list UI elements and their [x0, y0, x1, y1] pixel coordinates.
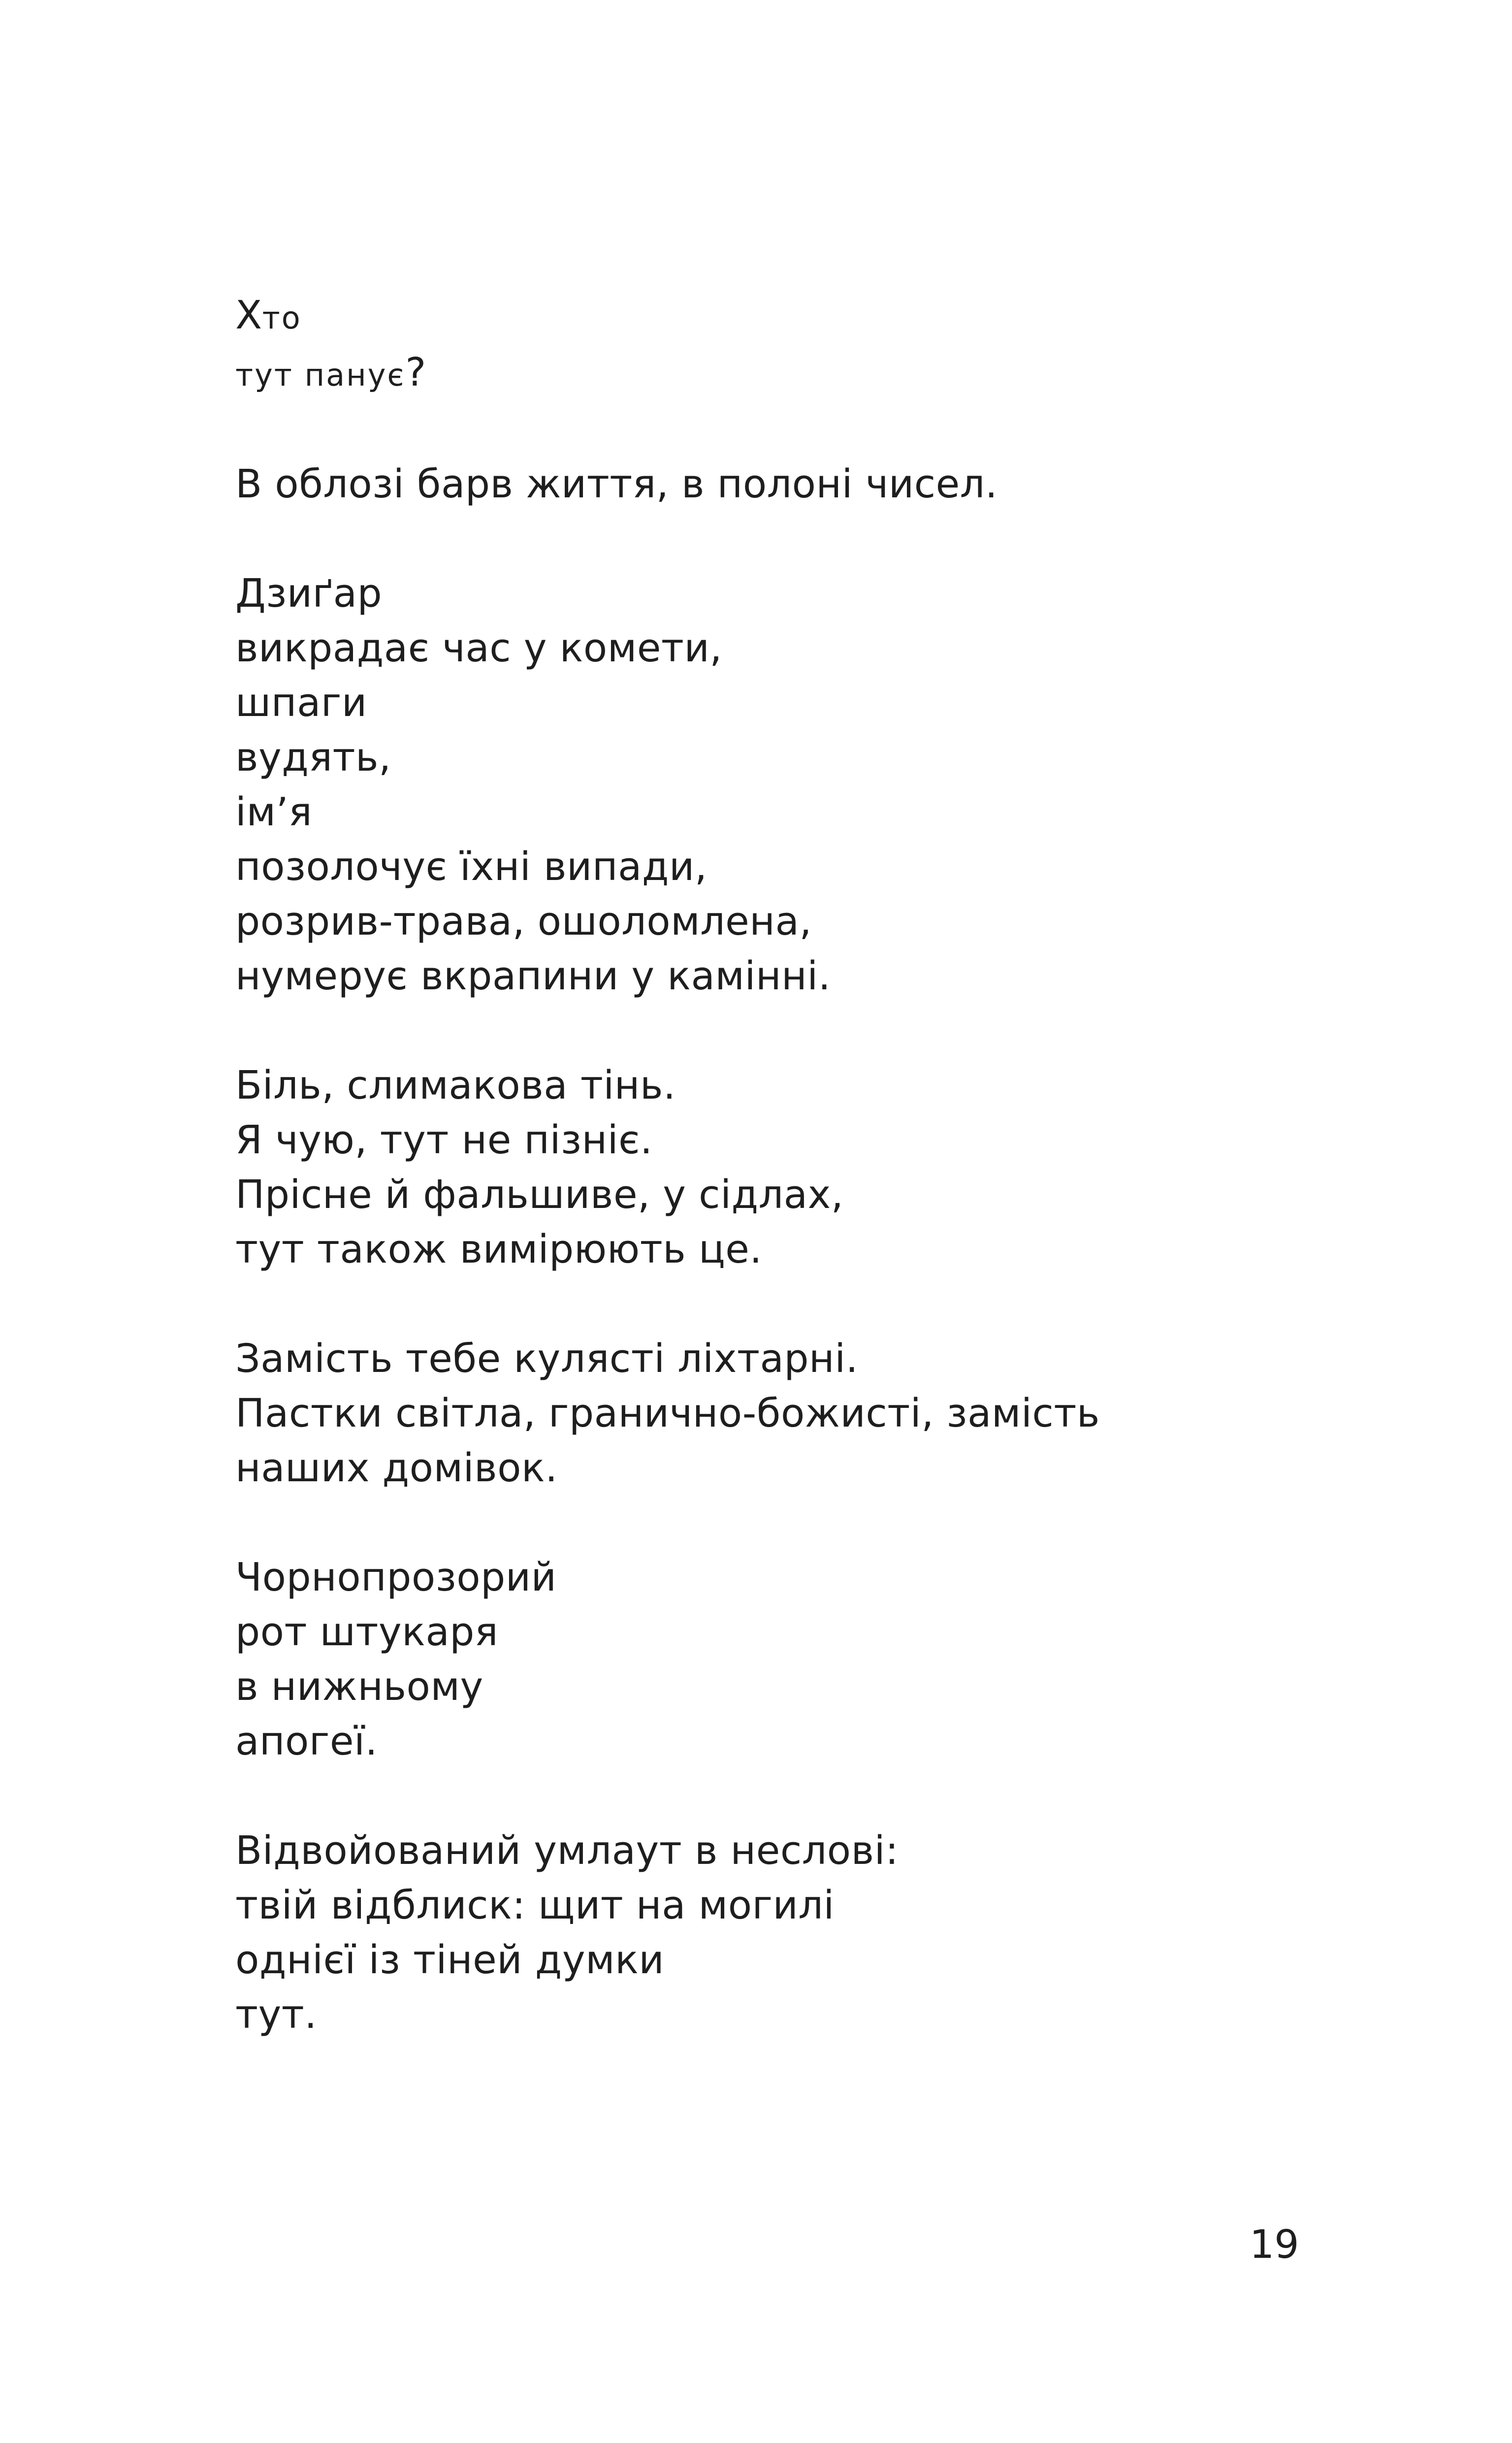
poem-line: наших домівок. [235, 1445, 558, 1491]
poem-line: тут також вимірюють це. [235, 1227, 762, 1272]
poem-line: тут. [235, 1992, 317, 2037]
title-capital-letter: Х [235, 293, 262, 338]
title-line-2 [235, 345, 1319, 402]
poem-line: Прісне й фальшиве, у сідлах, [235, 1172, 844, 1217]
poem-line: шпаги [235, 680, 367, 725]
poem-line: розрив-трава, ошоломлена, [235, 899, 812, 944]
title-question-mark: ? [405, 350, 426, 395]
poem-line: однієї із тіней думки [235, 1937, 665, 1983]
poem-line: позолочує їхні випади, [235, 844, 708, 889]
stanza [235, 457, 1319, 512]
poem-line: нумерує вкрапини у камінні. [235, 953, 831, 999]
poem-line: ім’я [235, 789, 313, 835]
poem-line: твій відблиск: щит на могилі [235, 1883, 835, 1928]
poem [235, 288, 1319, 2042]
poem-line: в нижньому [235, 1664, 483, 1709]
poem-line: Дзиґар [235, 571, 383, 616]
title-small-caps: то [262, 300, 302, 336]
stanza [235, 1550, 1319, 1769]
title-small-caps-2: тут панує [235, 357, 406, 393]
poem-line: В облозі барв життя, в полоні чисел. [235, 461, 998, 507]
stanza [235, 1058, 1319, 1277]
stanza [235, 1824, 1319, 2042]
poem-line: Замість тебе кулясті ліхтарні. [235, 1336, 859, 1381]
poem-line: Біль, слимакова тінь. [235, 1063, 676, 1108]
poem-line: Я чую, тут не пізніє. [235, 1117, 653, 1163]
poem-line: викрадає час у комети, [235, 625, 722, 671]
title-line-1 [235, 288, 1319, 345]
poem-line: Чорнопрозорий [235, 1555, 557, 1600]
stanza [235, 566, 1319, 1004]
poem-line: вудять, [235, 735, 391, 780]
poem-line: Пастки світла, гранично-божисті, замість [235, 1391, 1100, 1436]
stanza [235, 1332, 1319, 1496]
page-number: 19 [1250, 2222, 1299, 2267]
poem-title [235, 288, 1319, 402]
poem-line: апогеї. [235, 1719, 378, 1764]
poem-line: Відвойований умлаут в неслові: [235, 1828, 899, 1873]
poem-line: рот штукаря [235, 1609, 498, 1655]
